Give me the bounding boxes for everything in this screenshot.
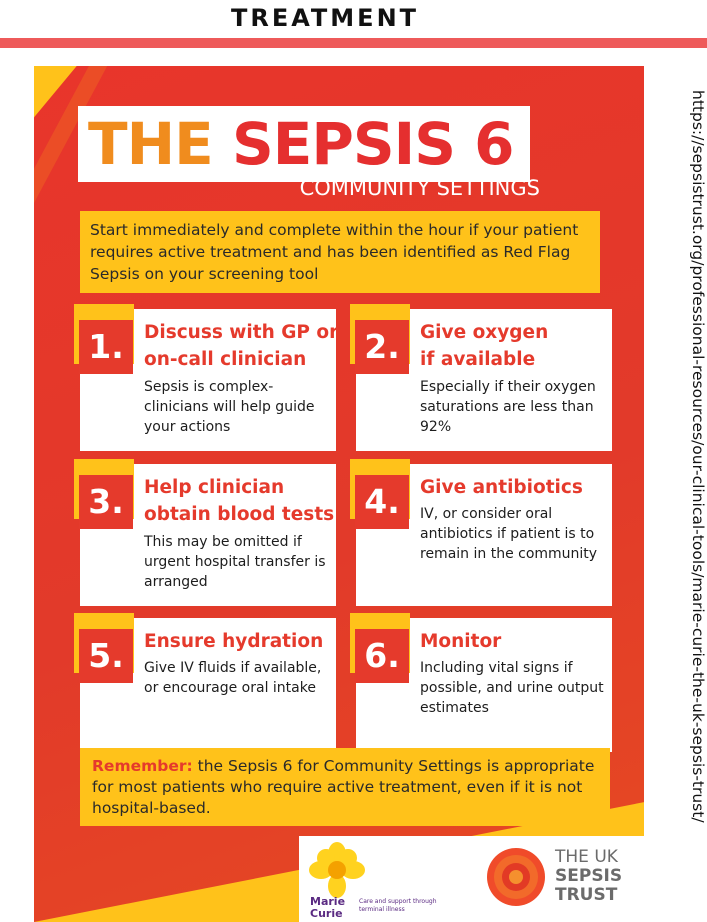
step-title-line1: Ensure hydration [144, 631, 324, 652]
step-title-line1: Give oxygen [420, 322, 549, 343]
step-description: Especially if their oxygen saturations are less than 92% [420, 379, 596, 435]
step-title [144, 319, 339, 373]
partner-logos [299, 836, 644, 922]
source-url: https://sepsistrust.org/professional-resources/our-clinical-tools/marie-curie-the-uk-sepsis-trust/ [689, 90, 707, 823]
step-card-1 [80, 309, 339, 451]
step-title-line2: obtain blood tests [144, 504, 335, 525]
step-number: 4. [355, 475, 409, 529]
page-title: TREATMENT [230, 4, 420, 32]
step-title-line2: on-call clinician [144, 349, 307, 370]
intro-text: Start immediately and complete within the hour if your patient requires active treatment and has been identified as Red Flag Sepsis on your screening tool [80, 211, 600, 293]
step-number: 1. [79, 320, 133, 374]
step-card-4 [356, 464, 612, 606]
step-description: This may be omitted if urgent hospital transfer is arranged [144, 534, 326, 590]
poster-subtitle: COMMUNITY SETTINGS [299, 176, 540, 200]
sepsis-trust-logo-icon [485, 846, 547, 908]
remember-label: Remember: [92, 757, 193, 775]
step-card-5 [80, 618, 336, 752]
step-title [144, 628, 336, 655]
step-description: Give IV fluids if available, or encourage oral intake [144, 660, 322, 696]
step-card-3 [80, 464, 336, 606]
step-number: 6. [355, 629, 409, 683]
step-title [420, 474, 612, 501]
step-title-line1: Monitor [420, 631, 502, 652]
sepsis-trust-logo-text: THE UK SEPSIS TRUST [555, 847, 623, 905]
step-title [420, 319, 612, 373]
step-number: 3. [79, 475, 133, 529]
step-card-2 [356, 309, 612, 451]
remember-note [80, 748, 610, 826]
step-card-6 [356, 618, 612, 752]
marie-curie-tagline: Care and support through terminal illness [359, 898, 437, 913]
step-title-line1: Give antibiotics [420, 477, 583, 498]
marie-curie-logo-text: Marie Curie [310, 895, 346, 920]
step-title [144, 474, 336, 528]
step-title-line1: Help clinician [144, 477, 285, 498]
step-title-line1: Discuss with GP or [144, 322, 339, 343]
step-description: Sepsis is complex- clinicians will help guide your actions [144, 379, 315, 435]
poster-title [78, 106, 530, 182]
step-number: 2. [355, 320, 409, 374]
step-title-line2: if available [420, 349, 536, 370]
step-number: 5. [79, 629, 133, 683]
step-title [420, 628, 612, 655]
poster-title-the: THE [88, 110, 213, 178]
remember-text: the Sepsis 6 for Community Settings is appropriate for most patients who require active treatment, even if it is not hospital-based. [92, 757, 595, 817]
step-description: Including vital signs if possible, and urine output estimates [420, 660, 604, 716]
header-divider [0, 38, 707, 48]
step-description: IV, or consider oral antibiotics if patient is to remain in the community [420, 506, 598, 562]
sepsis-6-poster [34, 66, 644, 922]
poster-title-sepsis: SEPSIS 6 [231, 110, 514, 178]
